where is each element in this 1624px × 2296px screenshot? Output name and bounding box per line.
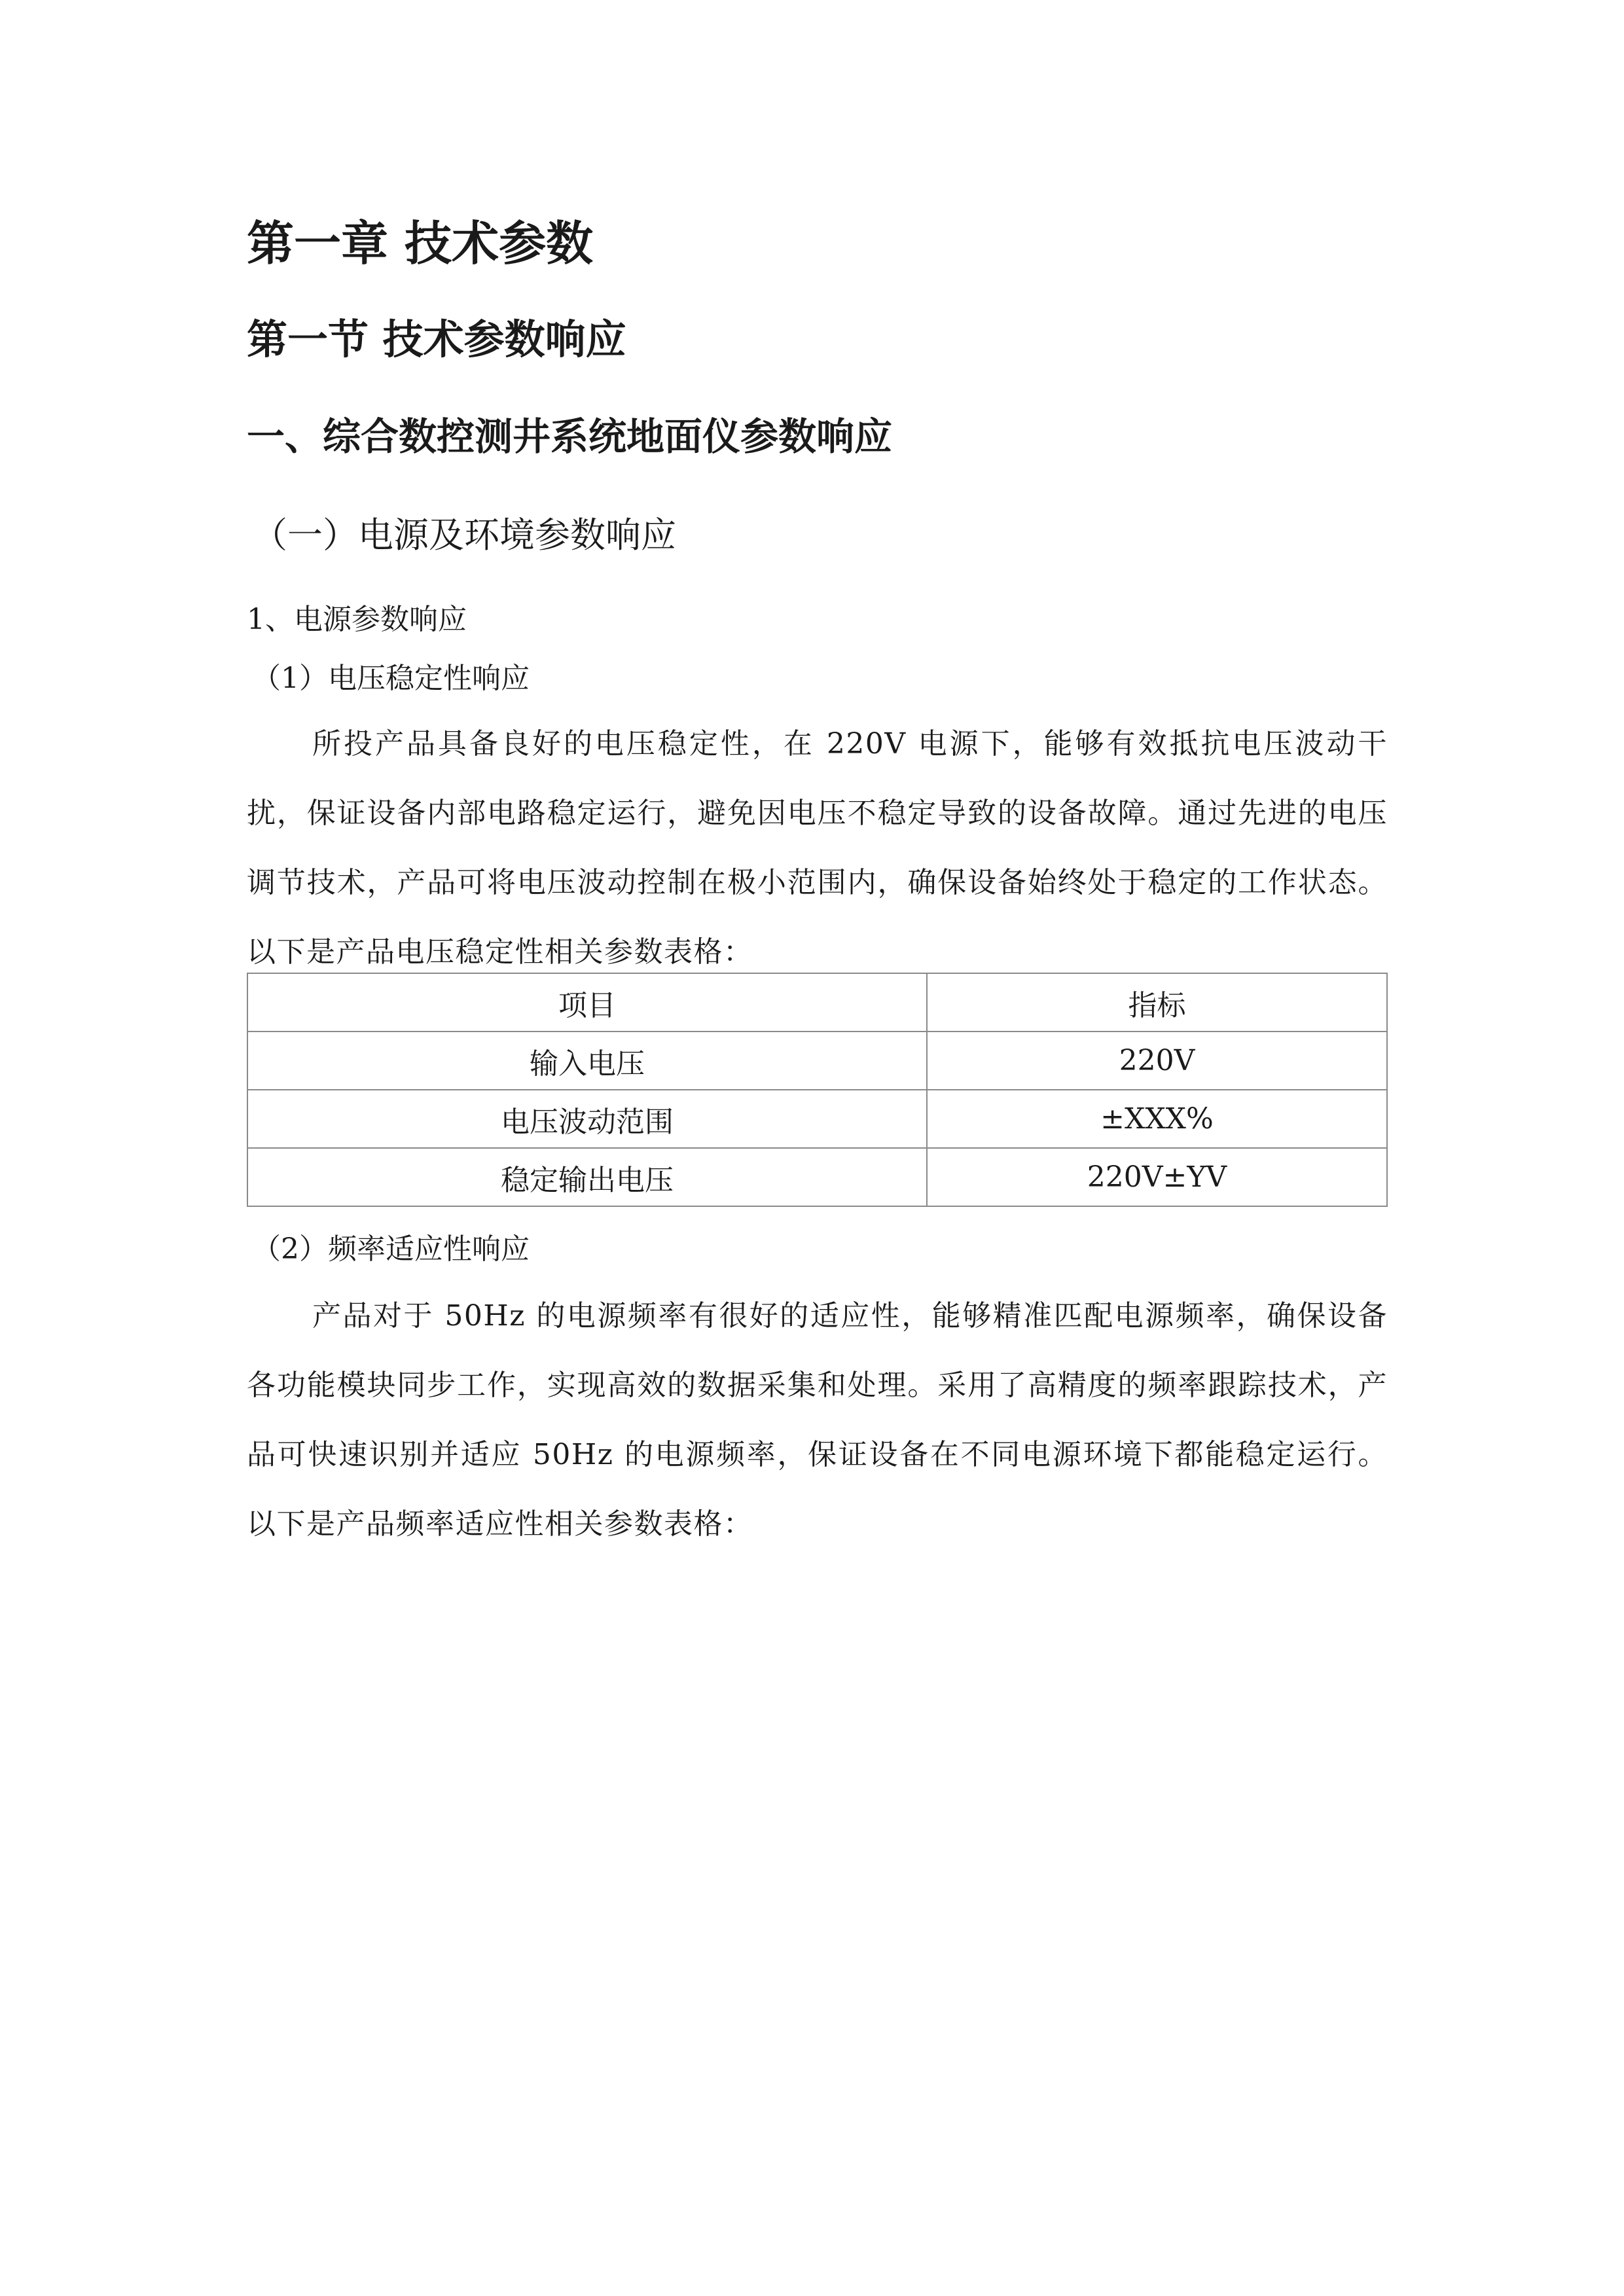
- voltage-paragraph: 所投产品具备良好的电压稳定性，在 220V 电源下，能够有效抵抗电压波动干扰，保证设备内部电路稳定运行，避免因电压不稳定导致的设备故障。通过先进的电压调节技术，产品可将电压波动控制在极小范围内，确保设备始终处于稳定的工作状态。以下是产品电压稳定性相关参数表格：: [247, 727, 1388, 969]
- table-cell: 输入电压: [247, 1031, 927, 1090]
- table-cell: 稳定输出电压: [247, 1148, 927, 1206]
- table-row: [247, 1148, 1387, 1206]
- frequency-paragraph: 产品对于 50Hz 的电源频率有很好的适应性，能够精准匹配电源频率，确保设备各功能模块同步工作，实现高效的数据采集和处理。采用了高精度的频率跟踪技术，产品可快速识别并适应 50Hz 的电源频率，保证设备在不同电源环境下都能稳定运行。以下是产品频率适应性相关参数表格：: [247, 1299, 1388, 1541]
- subsection-title: 一、综合数控测井系统地面仪参数响应: [247, 414, 893, 459]
- table-header-row: [247, 973, 1387, 1031]
- chapter-title: 第一章 技术参数: [247, 216, 594, 271]
- frequency-heading: （2）频率适应性响应: [252, 1232, 530, 1266]
- table-cell: 电压波动范围: [247, 1090, 927, 1148]
- table-cell: 220V±YV: [927, 1148, 1387, 1206]
- subsubsection-title: （一）电源及环境参数响应: [252, 514, 676, 556]
- voltage-heading: （1）电压稳定性响应: [252, 662, 530, 695]
- table-cell: ±XXX%: [927, 1090, 1387, 1148]
- table-row: [247, 1090, 1387, 1148]
- item-title: 1、电源参数响应: [247, 603, 467, 636]
- table-header-cell: 项目: [247, 973, 927, 1031]
- section-title: 第一节 技术参数响应: [247, 315, 626, 363]
- table-header-cell: 指标: [927, 973, 1387, 1031]
- table-cell: 220V: [927, 1031, 1387, 1090]
- table-row: [247, 1031, 1387, 1090]
- voltage-spec-table: [247, 973, 1388, 1207]
